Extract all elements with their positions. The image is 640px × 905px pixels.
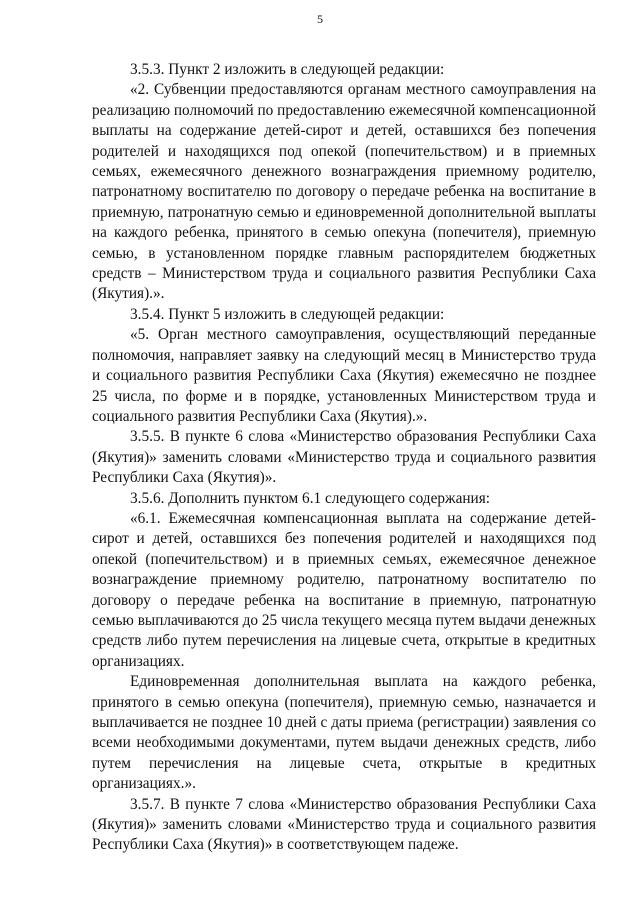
paragraph-lump-sum-payment: Единовременная дополнительная выплата на каждого ребенка, принятого в семью опекуна (попечителя), приемную семью, назначается и выплачивается не позднее 10 дней с даты приема (регистрации) заявления со всеми необходимыми документами, путем выдачи денежных средств, либо путем перечисления на лицевые счета, открытые в кредитных организациях.». (92, 673, 596, 793)
paragraph-3-5-7: 3.5.7. В пункте 7 слова «Министерство образования Республики Саха (Якутия)» заменить словами «Министерство труда и социального развития Республики Саха (Якутия)» в соответствующем падеже. (92, 795, 596, 854)
paragraph-3-5-5: 3.5.5. В пункте 6 слова «Министерство образования Республики Саха (Якутия)» заменить словами «Министерство труда и социального развития Республики Саха (Якутия)». (92, 428, 596, 487)
paragraph-clause-6-1: «6.1. Ежемесячная компенсационная выплата на содержание детей-сирот и детей, оставшихся без попечения родителей и находящихся под опекой (попечительством) и в приемных семьях, ежемесячное денежное вознаграждение приемному родителю, патронатному воспитателю по договору о передаче ребенка на воспитание в приемную, патронатную семью выплачиваются до 25 числа текущего месяца путем выдачи денежных средств либо путем перечисления на лицевые счета, открытые в кредитных организациях. (92, 509, 596, 670)
document-body (92, 60, 596, 856)
page-number: 5 (317, 12, 323, 26)
paragraph-clause-2: «2. Субвенции предоставляются органам местного самоуправления на реализацию полномочий по предоставлению ежемесячной компенсационной выплаты на содержание детей-сирот и детей, оставшихся без попечения родителей и находящихся под опекой (попечительством) и в приемных семьях, ежемесячного денежного вознаграждения приемному родителю, патронатному воспитателю по договору о передаче ребенка на воспитание в приемную, патронатную семью и единовременной дополнительной выплаты на каждого ребенка, принятого в семью опекуна (попечителя), приемную семью, в установленном порядке главным распорядителем бюджетных средств – Министерством труда и социального развития Республики Саха (Якутия).». (92, 81, 596, 303)
paragraph-clause-5: «5. Орган местного самоуправления, осуществляющий переданные полномочия, направляет заявку на следующий месяц в Министерство труда и социального развития Республики Саха (Якутия) ежемесячно не позднее 25 числа, по форме и в порядке, установленных Министерством труда и социального развития Республики Саха (Якутия).». (92, 326, 596, 425)
paragraph-3-5-4-heading: 3.5.4. Пункт 5 изложить в следующей редакции: (130, 305, 445, 323)
paragraph-3-5-3-heading: 3.5.3. Пункт 2 изложить в следующей редакции: (130, 61, 445, 78)
paragraph-3-5-6-heading: 3.5.6. Дополнить пунктом 6.1 следующего содержания: (130, 489, 491, 507)
